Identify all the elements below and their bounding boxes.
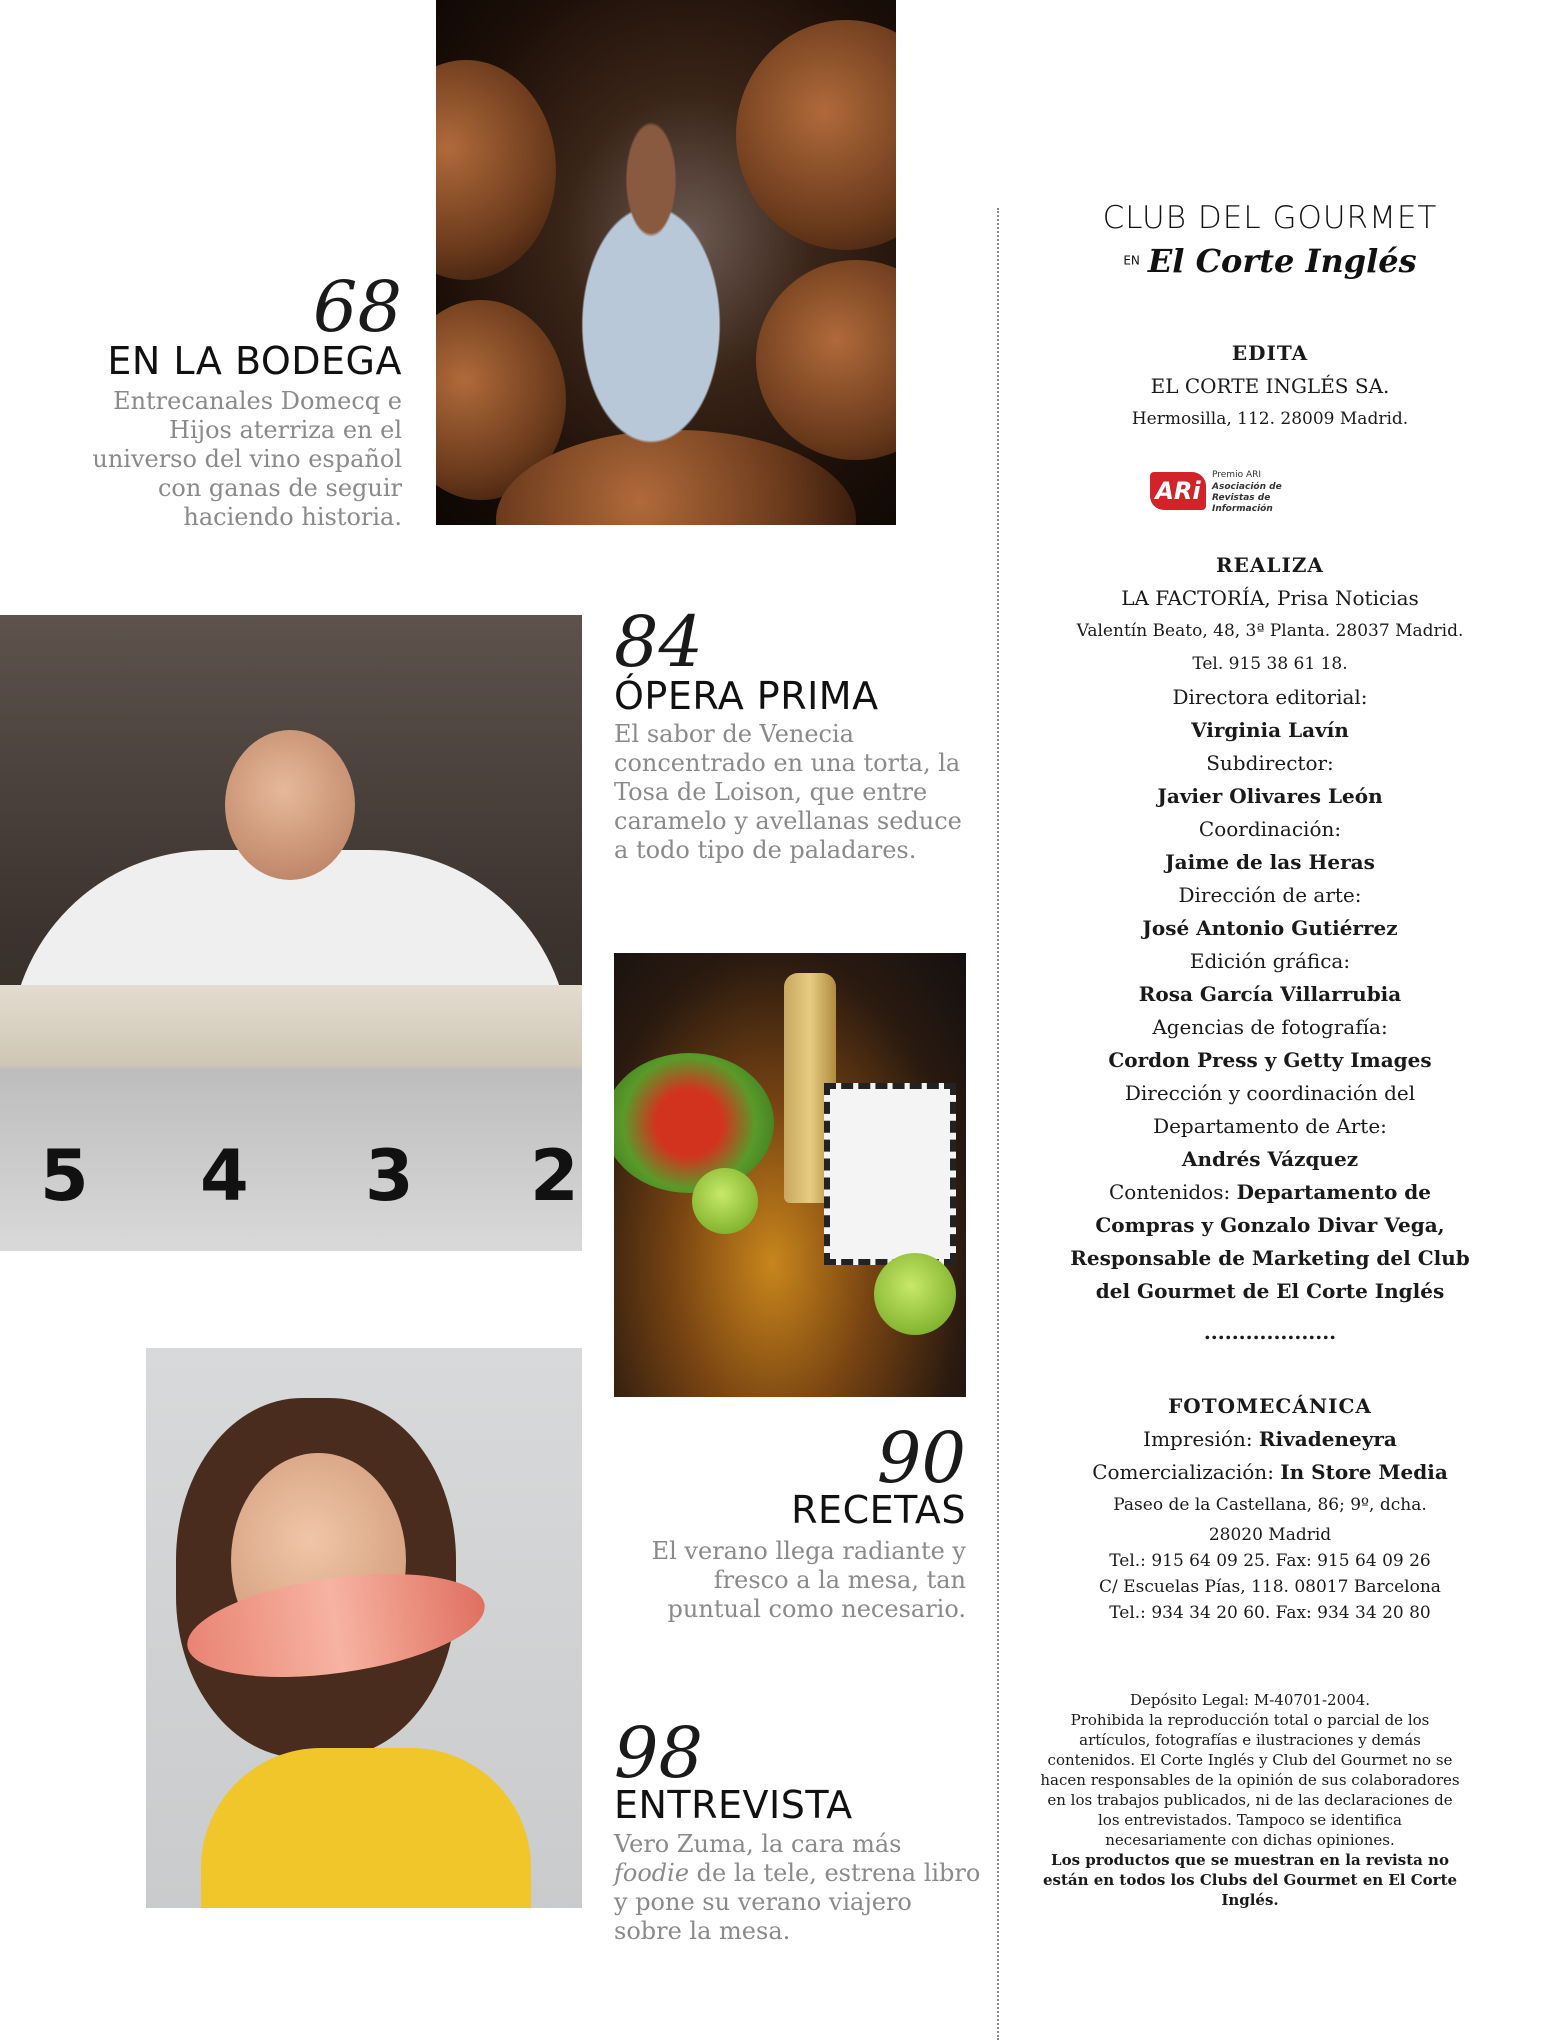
toc-title[interactable]: ENTREVISTA [614,1783,853,1827]
credit-name: Virginia Lavín [1191,718,1349,742]
credit-role: Contenidos: [1108,1180,1237,1204]
photo-tacos-recipes [614,953,966,1397]
credit-name: Rosa García Villarrubia [1138,982,1402,1006]
credit-role: Coordinación: [1198,817,1342,841]
credit-role: Agencias de fotografía: [1152,1015,1388,1039]
edita-heading: EDITA [1231,341,1309,365]
separator-dots: ................... [1203,1320,1337,1344]
brand-name: CLUB DEL GOURMET [1102,200,1438,236]
legal-notice [1040,1690,1460,1910]
legal-bold-text: Los productos que se muestran en la revista no están en todos los Clubs del Gourmet en El Corte Inglés. [1042,1851,1458,1909]
toc-page-number: 98 [614,1712,704,1794]
toc-page-number: 68 [312,266,402,348]
edita-block [1020,337,1520,436]
el-corte-ingles-logo: El Corte Inglés [1147,242,1417,280]
deposito-legal: Depósito Legal: M-40701-2004. [1129,1691,1370,1709]
credit-role: Impresión: [1143,1427,1259,1451]
column-divider [997,208,999,2040]
realiza-address: Valentín Beato, 48, 3ª Planta. 28037 Madrid. [1076,621,1464,641]
edita-company: EL CORTE INGLÉS SA. [1150,374,1390,398]
toc-description: Entrecanales Domecq e Hijos aterriza en el universo del vino español con ganas de seguir haciendo historia. [92,387,402,531]
credit-name: del Gourmet de El Corte Inglés [1095,1279,1445,1303]
photo-chef-loison [0,615,582,1251]
masthead-logo [1020,200,1520,280]
toc-page-number: 90 [876,1417,966,1499]
credit-name: Javier Olivares León [1157,784,1383,808]
brand-en: EN [1123,253,1140,268]
ari-text: Asociación de [1212,482,1282,492]
ari-award-logo [1150,468,1320,516]
address-line: Paseo de la Castellana, 86; 9º, dcha. [1113,1495,1427,1515]
credit-name: Andrés Vázquez [1181,1147,1359,1171]
credit-name: Compras y Gonzalo Divar Vega, [1095,1213,1445,1237]
credit-role: Comercialización: [1092,1460,1281,1484]
bucket-number: 5 [40,1135,89,1217]
credit-name: Departamento de [1236,1180,1431,1204]
credit-role: Edición gráfica: [1189,949,1351,973]
credit-role: Directora editorial: [1172,685,1368,709]
toc-description: Vero Zuma, la cara más foodie de la tele, estrena libro y pone su verano viajero sobre la mesa. [614,1830,981,1945]
credit-role: Dirección de arte: [1178,883,1362,907]
toc-description: El verano llega radiante y fresco a la mesa, tan puntual como necesario. [651,1537,966,1623]
credit-name: Jaime de las Heras [1165,850,1375,874]
ari-text: Revistas de Información [1212,493,1273,514]
address-line: 28020 Madrid [1208,1525,1332,1545]
edita-address: Hermosilla, 112. 28009 Madrid. [1131,409,1409,429]
credit-name: In Store Media [1280,1460,1448,1484]
photo-winery-woman [436,0,896,525]
toc-title[interactable]: RECETAS [791,1488,966,1532]
credit-name: Responsable de Marketing del Club [1070,1246,1470,1270]
toc-title[interactable]: ÓPERA PRIMA [614,674,879,718]
credit-name: Cordon Press y Getty Images [1108,1048,1432,1072]
bucket-number: 4 [200,1135,249,1217]
bucket-number: 2 [530,1135,579,1217]
phone-line: Tel.: 915 64 09 25. Fax: 915 64 09 26 [1109,1551,1431,1571]
address-line: C/ Escuelas Pías, 118. 08017 Barcelona [1099,1577,1441,1597]
ari-badge: ARi [1150,472,1206,510]
credit-name: José Antonio Gutiérrez [1142,916,1398,940]
credit-role: Departamento de Arte: [1153,1114,1387,1138]
realiza-company: LA FACTORÍA, Prisa Noticias [1121,586,1419,610]
credit-role: Subdirector: [1206,751,1334,775]
toc-description: El sabor de Venecia concentrado en una torta, la Tosa de Loison, que entre caramelo y avellanas seduce a todo tipo de paladares. [614,720,962,864]
fotomecanica-heading: FOTOMECÁNICA [1168,1394,1372,1418]
credit-role: Dirección y coordinación del [1124,1081,1416,1105]
photo-vero-zuma [146,1348,582,1908]
phone-line: Tel.: 934 34 20 60. Fax: 934 34 20 80 [1109,1603,1431,1623]
credit-name: Rivadeneyra [1258,1427,1397,1451]
ari-text: Premio ARI [1212,470,1262,480]
realiza-phone: Tel. 915 38 61 18. [1192,654,1348,674]
legal-text: Prohibida la reproducción total o parcial de los artículos, fotografías e ilustraciones y demás contenidos. El Corte Inglés y Club del Gourmet no se hacen responsables de la opinión de sus colaboradores en los trabajos publicados, ni de las declaraciones de los entrevistados. Tampoco se identifica necesariamente con dichas opiniones. [1040,1711,1460,1849]
realiza-heading: REALIZA [1216,553,1324,577]
bucket-number: 3 [365,1135,414,1217]
realiza-block [1020,549,1520,1349]
toc-page-number: 84 [614,601,704,683]
fotomecanica-block [1020,1390,1520,1626]
toc-title[interactable]: EN LA BODEGA [107,339,402,383]
